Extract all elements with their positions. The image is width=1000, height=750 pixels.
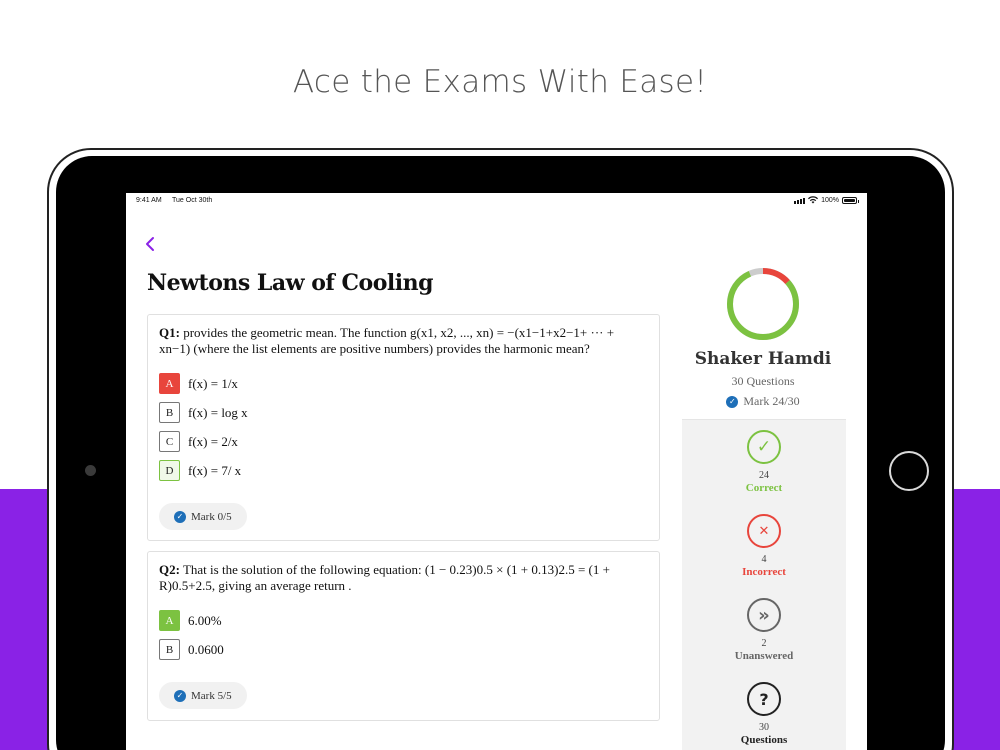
stat-label: Unanswered	[734, 650, 794, 662]
stat-unanswered[interactable]	[682, 598, 846, 662]
app-screen	[126, 193, 867, 750]
option-a[interactable]	[159, 373, 238, 394]
battery-percent: 100%	[821, 196, 839, 204]
option-letter: A	[159, 373, 180, 394]
mark-text: Mark 0/5	[191, 510, 232, 523]
option-text: f(x) = 7/ x	[188, 462, 242, 478]
check-icon: ✓	[747, 430, 781, 464]
page-title: Newtons Law of Cooling	[147, 270, 433, 296]
stat-correct[interactable]	[682, 430, 846, 494]
option-text: f(x) = log x	[188, 404, 248, 420]
question-text	[159, 562, 647, 594]
question-text	[159, 325, 647, 357]
stat-label: Correct	[745, 482, 783, 494]
status-indicators	[794, 196, 857, 204]
verified-check-icon: ✓	[726, 396, 738, 408]
question-label: Q2:	[159, 562, 180, 577]
stat-label: Incorrect	[742, 566, 786, 578]
stat-value: 24	[759, 470, 769, 481]
student-name: Shaker Hamdi	[694, 349, 832, 369]
option-d[interactable]	[159, 460, 241, 481]
option-c[interactable]	[159, 431, 238, 452]
mark-badge	[159, 682, 247, 709]
verified-check-icon: ✓	[174, 511, 186, 523]
stats-panel	[682, 419, 846, 750]
option-text: 0.0600	[188, 641, 224, 657]
option-b[interactable]	[159, 402, 248, 423]
headline: Ace the Exams With Ease!	[292, 64, 708, 100]
option-text: f(x) = 2/x	[188, 433, 238, 449]
stat-value: 30	[759, 722, 769, 733]
question-body: That is the solution of the following equation: (1 − 0.23)0.5 × (1 + 0.13)2.5 = (1 + R)0.5+2.5, giving an average return .	[159, 562, 610, 593]
question-card	[147, 314, 660, 541]
stat-questions[interactable]	[682, 682, 846, 746]
back-button[interactable]	[144, 231, 156, 257]
stat-label: Questions	[740, 734, 788, 746]
total-mark-text: Mark 24/30	[743, 394, 800, 408]
stat-incorrect[interactable]	[682, 514, 846, 578]
question-label: Q1:	[159, 325, 180, 340]
total-mark	[682, 394, 844, 409]
camera-icon	[85, 465, 96, 476]
option-letter: B	[159, 402, 180, 423]
signal-icon	[794, 197, 805, 204]
option-letter: B	[159, 639, 180, 660]
option-letter: D	[159, 460, 180, 481]
status-time: 9:41 AM	[136, 197, 162, 204]
option-text: 6.00%	[188, 612, 222, 628]
status-date: Tue Oct 30th	[172, 197, 213, 204]
status-bar	[126, 193, 867, 209]
option-letter: C	[159, 431, 180, 452]
x-icon: ✕	[747, 514, 781, 548]
option-b[interactable]	[159, 639, 224, 660]
question-icon: ?	[747, 682, 781, 716]
battery-icon	[842, 197, 857, 204]
question-count: 30 Questions	[731, 374, 795, 388]
question-card	[147, 551, 660, 721]
option-text: f(x) = 1/x	[188, 375, 238, 391]
option-a[interactable]	[159, 610, 222, 631]
mark-text: Mark 5/5	[191, 689, 232, 702]
stat-value: 4	[761, 554, 767, 565]
chevron-left-icon	[144, 236, 156, 252]
verified-check-icon: ✓	[174, 690, 186, 702]
question-body: provides the geometric mean. The function g(x1, x2, ..., xn) = −(x1−1+x2−1+ ··· + xn−1) (where the list elements are positive numbers) provides the harmonic mean?	[159, 325, 615, 356]
wifi-icon	[808, 196, 818, 204]
skip-icon: »	[747, 598, 781, 632]
mark-badge	[159, 503, 247, 530]
home-button[interactable]	[889, 451, 929, 491]
stat-value: 2	[761, 638, 767, 649]
score-ring	[725, 266, 801, 342]
option-letter: A	[159, 610, 180, 631]
